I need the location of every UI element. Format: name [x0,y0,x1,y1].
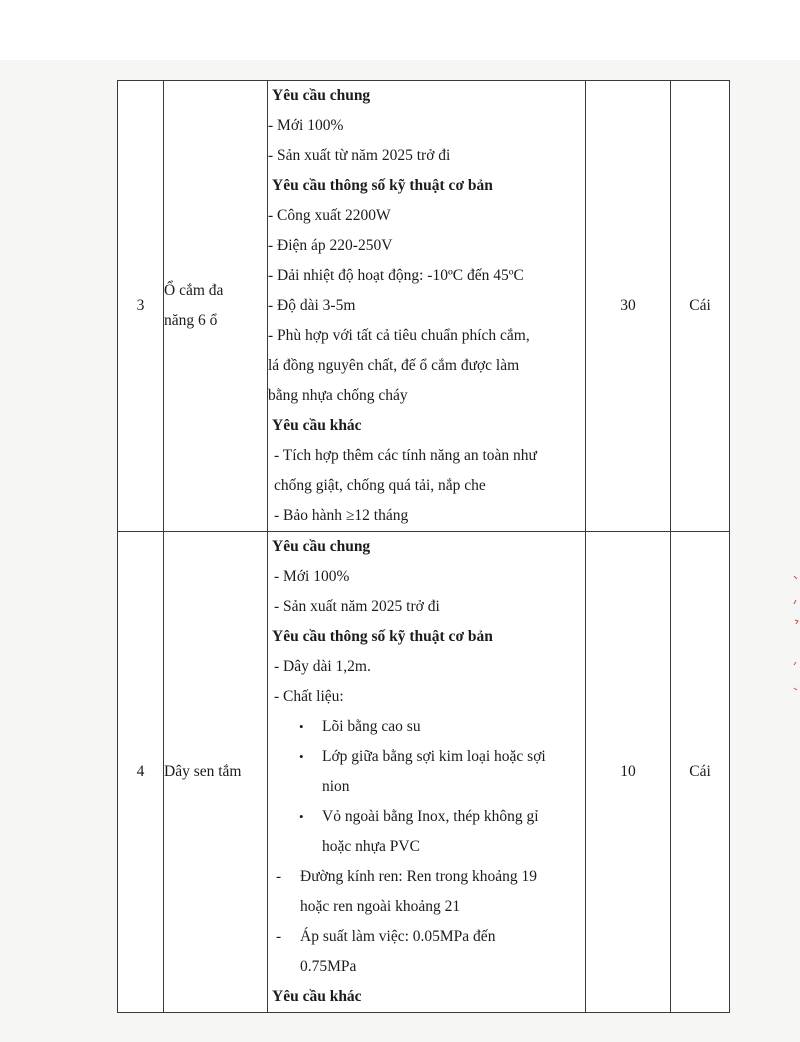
bullet-text: Vỏ ngoài bằng Inox, thép không gỉ [322,808,539,825]
spec-line: - Chất liệu: [274,688,344,705]
spec-line: lá đồng nguyên chất, đế ổ cắm được làm [268,357,520,374]
dash-item [268,922,585,952]
spec-line: - Độ dài 3-5m [268,297,356,314]
section-heading: Yêu cầu khác [272,988,362,1005]
stamp-edge-marks [790,570,800,710]
spec-line: - Công xuất 2200W [268,207,391,224]
table-row [118,81,730,532]
item-name [164,81,268,532]
dash-continuation: hoặc ren ngoài khoảng 21 [300,898,461,915]
item-name: Dây sen tắm [164,532,268,1013]
stamp-edge-icon [790,570,800,700]
unit: Cái [671,81,730,532]
spec-line: - Phù hợp với tất cả tiêu chuẩn phích cắm, [268,327,530,344]
item-name-line: năng 6 ổ [164,312,218,329]
section-heading: Yêu cầu thông số kỹ thuật cơ bản [272,177,493,194]
item-specification [268,532,586,1013]
spec-line: - Tích hợp thêm các tính năng an toàn như [274,447,537,464]
bullet-continuation: hoặc nhựa PVC [322,838,420,855]
unit: Cái [671,532,730,1013]
item-name-line: Ổ cắm đa [164,282,224,299]
section-heading: Yêu cầu chung [272,87,371,104]
spec-line: - Dải nhiệt độ hoạt động: -10ºC đến 45ºC [268,267,524,284]
spec-line: - Sản xuất năm 2025 trở đi [274,598,440,615]
specification-table [117,80,730,1013]
quantity: 10 [586,532,671,1013]
item-specification [268,81,586,532]
bullet-item [268,802,585,832]
section-heading: Yêu cầu thông số kỹ thuật cơ bản [272,628,493,645]
bullet-text: Lớp giữa bằng sợi kim loại hoặc sợi [322,748,546,765]
spec-line: - Điện áp 220-250V [268,237,393,254]
quantity: 30 [586,81,671,532]
row-number: 3 [118,81,164,532]
spec-line: - Mới 100% [268,117,344,134]
bullet-item [268,742,585,772]
bullet-text: Lõi bằng cao su [322,718,421,735]
dash-icon: - [276,868,282,885]
dash-item [268,862,585,892]
dash-continuation: 0.75MPa [300,958,357,975]
spec-line: - Dây dài 1,2m. [274,658,371,675]
bullet-continuation: nion [322,778,350,795]
spec-line: - Mới 100% [274,568,350,585]
bullet-icon: • [299,749,304,764]
dash-icon: - [276,928,282,945]
dash-text: Áp suất làm việc: 0.05MPa đến [300,928,496,945]
bullet-icon: • [299,809,304,824]
spec-line: - Sản xuất từ năm 2025 trở đi [268,147,451,164]
bullet-icon: • [299,719,304,734]
spec-line: - Bảo hành ≥12 tháng [274,507,409,524]
section-heading: Yêu cầu khác [272,417,362,434]
table-row [118,532,730,1013]
section-heading: Yêu cầu chung [272,538,371,555]
spec-line: bằng nhựa chống cháy [268,387,408,404]
spec-line: chống giật, chống quá tải, nắp che [274,477,486,494]
row-number: 4 [118,532,164,1013]
bullet-item [268,712,585,742]
dash-text: Đường kính ren: Ren trong khoảng 19 [300,868,538,885]
